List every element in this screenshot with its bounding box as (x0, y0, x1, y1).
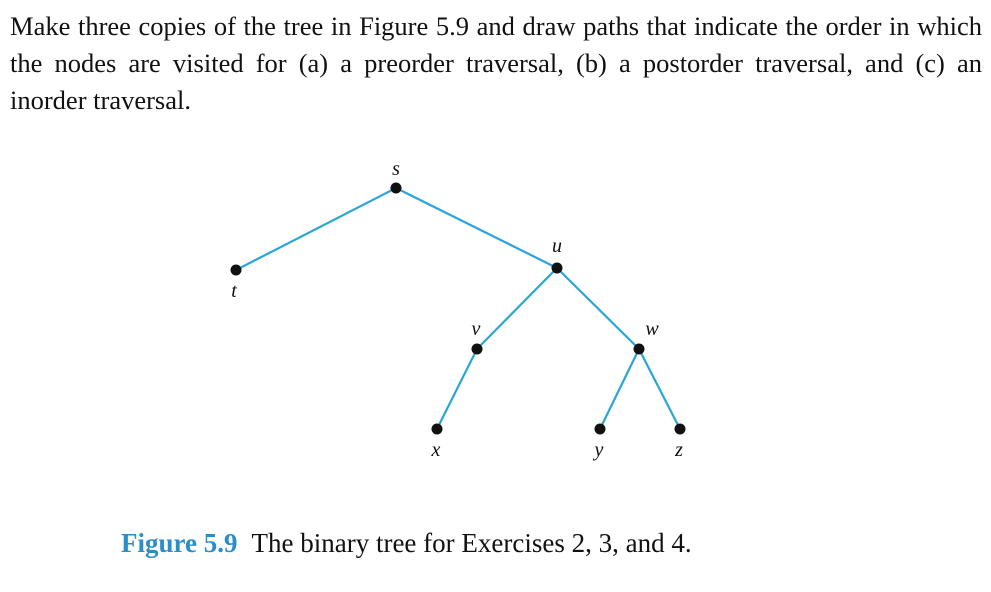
edge-w-z (639, 349, 680, 429)
node-label-t: t (231, 280, 237, 302)
edge-u-w (557, 268, 639, 349)
edge-w-y (600, 349, 639, 429)
edge-s-u (396, 188, 557, 268)
tree-nodes (231, 183, 686, 435)
problem-statement: Make three copies of the tree in Figure 5.9 and draw paths that indicate the order in which the nodes are visited for (a) a preorder traversal, (b) a postorder traversal, and (c) an inorder traversal. (10, 11, 982, 115)
tree-edges (236, 188, 680, 429)
edge-s-t (236, 188, 396, 270)
node-label-y: y (594, 439, 604, 461)
figure-caption-text: The binary tree for Exercises 2, 3, and 4. (251, 528, 692, 558)
edge-u-v (477, 268, 557, 349)
node-t (231, 265, 242, 276)
figure-caption (121, 528, 692, 559)
node-s (391, 183, 402, 194)
node-y (595, 424, 606, 435)
node-label-s: s (392, 158, 400, 180)
node-label-w: w (645, 318, 659, 340)
node-z (675, 424, 686, 435)
node-w (634, 344, 645, 355)
node-label-z: z (675, 439, 683, 461)
node-label-x: x (431, 439, 441, 461)
node-label-v: v (471, 318, 481, 340)
node-u (552, 263, 563, 274)
figure-caption-label: Figure 5.9 (121, 528, 238, 558)
edge-v-x (437, 349, 477, 429)
tree-node-labels (231, 158, 683, 461)
node-v (472, 344, 483, 355)
node-label-u: u (552, 235, 562, 257)
node-x (432, 424, 443, 435)
